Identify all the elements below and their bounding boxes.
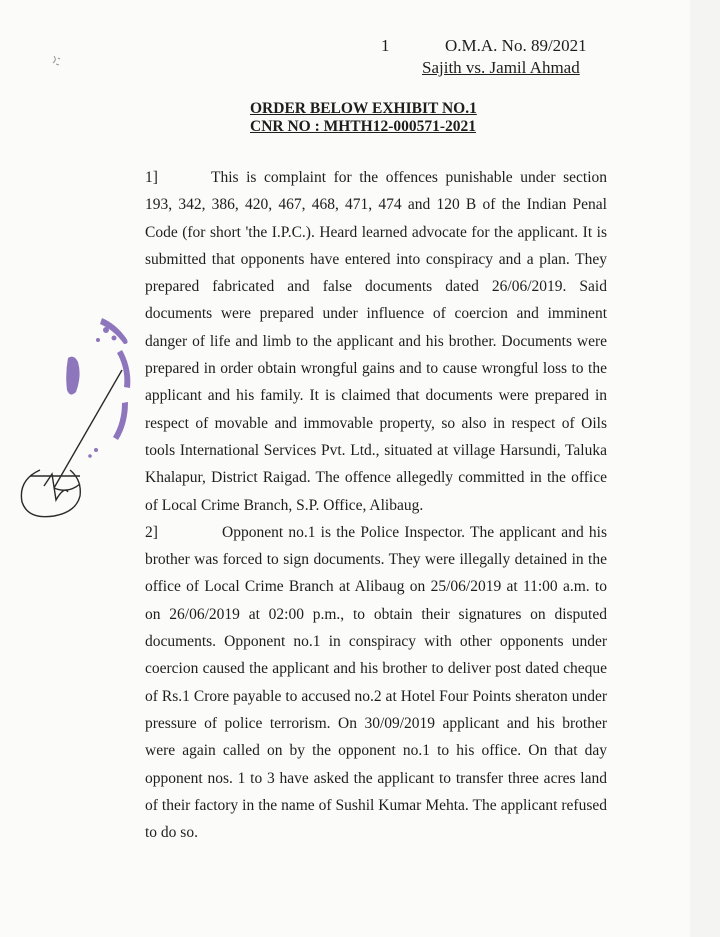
order-body xyxy=(145,164,607,846)
paragraph-text: This is complaint for the offences punishable under section 193, 342, 386, 420, 467, 468, 471, 474 and 120 B of the Indian Penal Code (for short 'the I.P.C.). Heard learned advocate for the applicant. It is submitted that opponents have entered into conspiracy and a plan. They prepared fabricated and false documents dated 26/06/2019. Said documents were prepared under influence of coercion and imminent danger of life and limb to the applicant and his brother. Documents were prepared in order obtain wrongful gains and to cause wrongful loss to the applicant and his family. It is claimed that documents were prepared in respect of movable and immovable property, so also in respect of Oils tools International Services Pvt. Ltd., situated at village Harsundi, Taluka Khalapur, District Raigad. The offence allegedly committed in the office of Local Crime Branch, S.P. Office, Alibaug. xyxy=(145,169,607,514)
paragraph-2 xyxy=(145,519,607,847)
page-number: 1 xyxy=(381,36,390,55)
paragraph-text: Opponent no.1 is the Police Inspector. The applicant and his brother was forced to sign documents. They were illegally detained in the office of Local Crime Branch at Alibaug on 25/06/2019 at 11:00 a.m. to on 26/06/2019 at 02:00 p.m., to obtain their signatures on disputed documents. Opponent no.1 in conspiracy with other opponents under coercion caused the applicant and his brother to deliver post dated cheque of Rs.1 Crore payable to accused no.2 at Hotel Four Points sheraton under pressure of police terrorism. On 30/09/2019 applicant and his brother were again called on by the opponent no.1 to his office. On that day opponent nos. 1 to 3 have asked the applicant to transfer three acres land of their factory in the name of Sushil Kumar Mehta. The applicant refused to do so. xyxy=(145,523,607,842)
case-parties: Sajith vs. Jamil Ahmad xyxy=(422,58,580,77)
order-heading xyxy=(250,100,510,136)
stray-ink-mark xyxy=(48,52,68,68)
paragraph-1 xyxy=(145,164,607,519)
paragraph-number: 1] xyxy=(145,169,158,186)
paragraph-number: 2] xyxy=(145,523,158,541)
court-stamp-and-initials xyxy=(10,310,150,530)
case-number: O.M.A. No. 89/2021 xyxy=(445,36,587,55)
order-title: ORDER BELOW EXHIBIT NO.1 xyxy=(250,100,477,117)
cnr-number: CNR NO : MHTH12-000571-2021 xyxy=(250,118,477,135)
